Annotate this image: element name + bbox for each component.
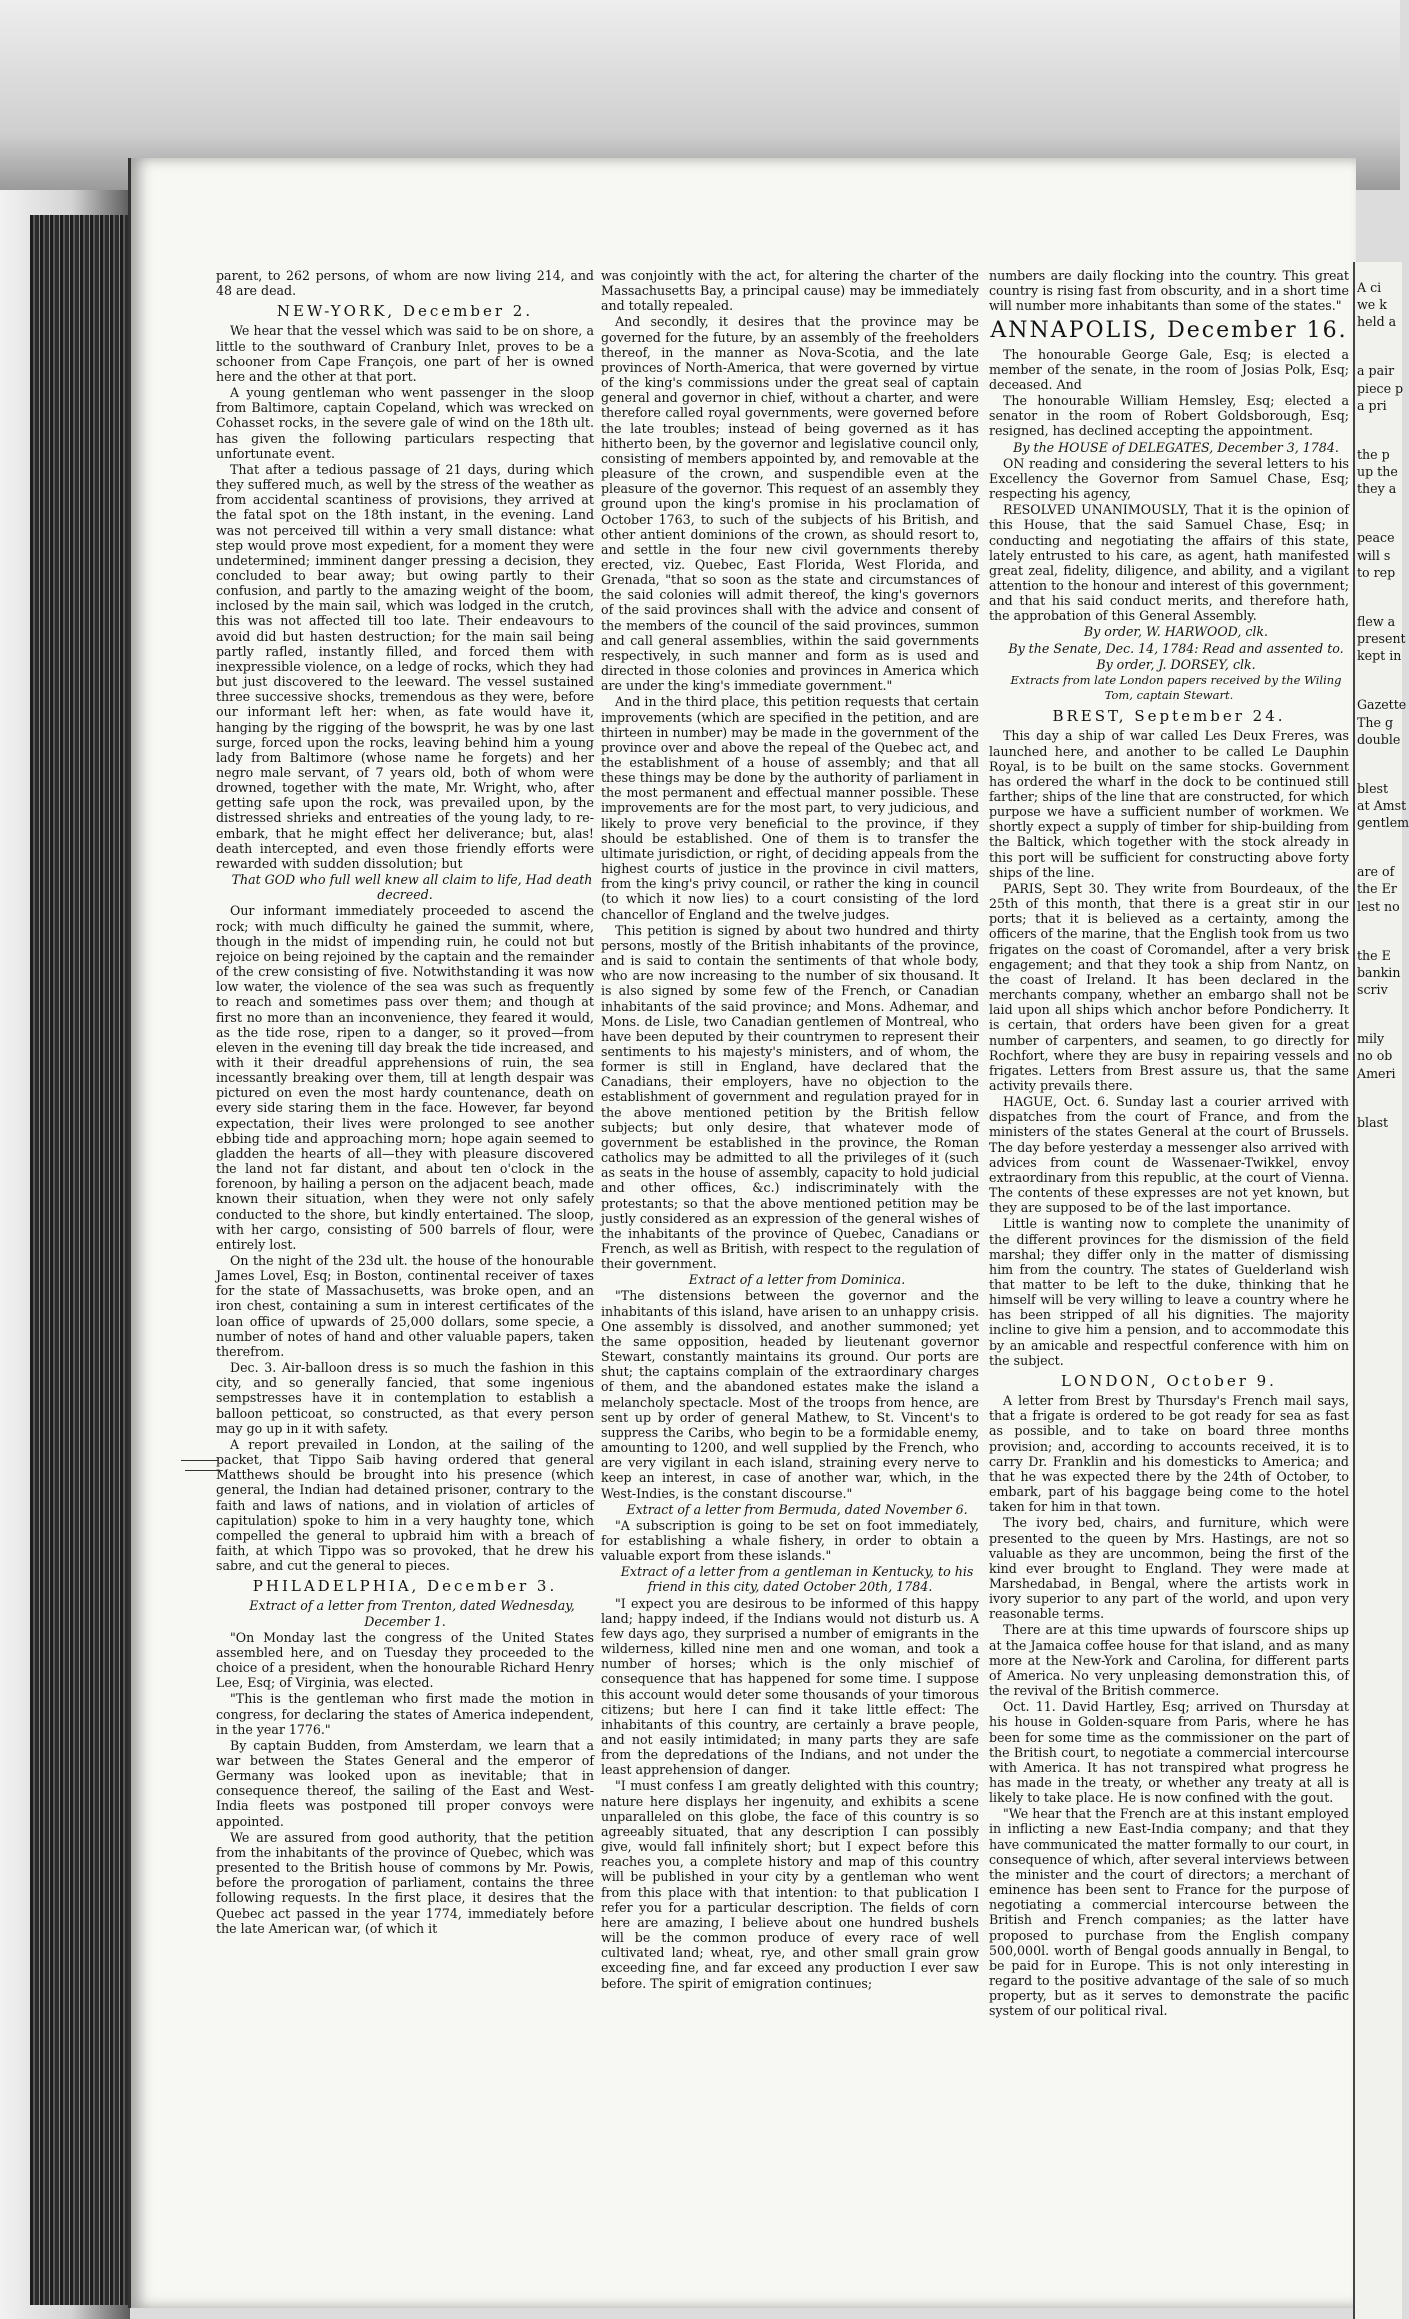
facing-page-fragment-line: up the	[1357, 464, 1398, 480]
facing-page-fragment-line: a pair	[1357, 363, 1395, 379]
facing-page-fragment-line: the E	[1357, 947, 1391, 963]
article-paragraph: was conjointly with the act, for altering the charter of the Massachusetts Bay, a principal cause) may be immediately and totally repealed.	[601, 268, 979, 314]
facing-page-fragment-line: piece p	[1357, 380, 1404, 396]
facing-page-lines	[1355, 262, 1409, 1130]
article-paragraph: "I expect you are desirous to be informed of this happy land; happy indeed, if the Indians would not disturb us. A few days ago, they surprised a number of emigrants in the wilderness, killed nine men and one woman, and took a number of horses; which is the only mischief of consequence that has happened for some time. I suppose this account would deter some thousands of your timorous citizens; but here I can find it take little effect: The inhabitants of this country, are certainly a brave people, and not easily intimidated; in many parts they are safe from the depredations of the Indians, and not under the least apprehension of danger.	[601, 1595, 979, 1778]
facing-page-fragment-line: held a	[1357, 314, 1397, 330]
facing-page-fragment-line: will s	[1357, 547, 1391, 563]
article-paragraph: RESOLVED UNANIMOUSLY, That it is the opinion of this House, that the said Samuel Chase, Esq; in conducting and negotiating the affairs of this state, lately entrusted to his care, as agent, hath manifested great zeal, fidelity, diligence, and ability, and a vigilant attention to the honour and interest of this government; and that his said conduct merits, and therefore hath, the approbation of this General Assembly.	[989, 502, 1349, 624]
facing-page-fragment-line: Ameri	[1357, 1065, 1396, 1081]
margin-mark	[181, 1460, 219, 1461]
facing-page-fragment-line: are of	[1357, 864, 1395, 880]
column-1	[216, 268, 594, 2288]
article-paragraph: Oct. 11. David Hartley, Esq; arrived on Thursday at his house in Golden-square from Paris, where he has been for some time as the commissioner on the part of the British court, to negotiate a commercial intercourse with America. It has not transpired what progress he has made in the treaty, or whether any treaty at all is likely to take place. He is now confined with the gout.	[989, 1699, 1349, 1806]
verse-line: That GOD who full well knew all claim to life, Had death decreed.	[231, 872, 593, 903]
extract-title: Extract of a letter from Trenton, dated Wednesday, December 1.	[249, 1598, 575, 1629]
article-paragraph: This day a ship of war called Les Deux Freres, was launched here, and another to be called Le Dauphin Royal, is to be built on the same stocks. Government has ordered the wharf in the dock to be continued still farther; ships of the line that are constructed, for which purpose we have a sufficient number of workmen. We shortly expect a supply of timber for ship-building from the Baltick, which together with the stock already in this port will be sufficient for constructing above forty ships of the line.	[989, 728, 1349, 880]
facing-page-fragment	[1353, 262, 1409, 2319]
article-paragraph: And in the third place, this petition requests that certain improvements (which are specified in the petition, and are thirteen in number) may be made in the government of the province over and above the repeal of the Quebec act, and the establishment of a house of assembly; and that all these things may be done by the authority of parliament in the most permanent and effectual manner possible. These improvements are for the most part, to very judicious, and likely to prove very beneficial to the province, if they should be established. One of them is to transfer the ultimate jurisdiction, or right, of deciding appeals from the highest courts of justice in the province in civil matters, from the king's privy council, or rather the king in council (to which it now lies) to a court consisting of the lord chancellor of England and the twelve judges.	[601, 694, 979, 922]
facing-page-fragment-line: blast	[1357, 1114, 1389, 1130]
facing-page-fragment-line: kept in	[1357, 648, 1402, 664]
facing-page-fragment-line: gentlem	[1357, 815, 1409, 831]
facing-page-fragment-line: we k	[1357, 297, 1387, 313]
facing-page-fragment-line: a pri	[1357, 397, 1387, 413]
facing-page-fragment-line: to rep	[1357, 564, 1396, 580]
article-paragraph: "A subscription is going to be set on foot immediately, for establishing a whale fishery, in order to obtain a valuable export from these islands."	[601, 1517, 979, 1564]
facing-page-fragment-line: mily	[1357, 1031, 1385, 1047]
margin-mark	[185, 1470, 223, 1471]
extract-title: Extract of a letter from Bermuda, dated November 6.	[626, 1501, 968, 1517]
facing-page-fragment-line: peace	[1357, 530, 1395, 546]
signature-harwood: By order, W. HARWOOD, clk.	[1083, 624, 1269, 640]
facing-page-fragment-line: lest no	[1357, 898, 1400, 914]
facing-page-fragment-line: the p	[1357, 446, 1390, 462]
facing-page-fragment-line: they a	[1357, 481, 1397, 497]
article-paragraph: Dec. 3. Air-balloon dress is so much the fashion in this city, and so generally fancied, that some ingenious sempstresses have it in contemplation to establish a balloon petticoat, so constructed, as that every person may go up in it with safety.	[216, 1360, 594, 1436]
article-paragraph: "On Monday last the congress of the United States assembled here, and on Tuesday they proceeded to the choice of a president, when the honourable Richard Henry Lee, Esq; of Virginia, was elected.	[216, 1629, 594, 1691]
article-paragraph: "I must confess I am greatly delighted with this country; nature here displays her ingenuity, and exhibits a scene unparalleled on this globe, the face of this country is so agreeably situated, that any description I can possibly give, would fall infinitely short; but I expect before this reaches you, a complete history and map of this country will be published in your city by a gentleman who went from this place with that intention: to that publication I refer you for a particular description. The fields of corn here are amazing, I believe about one hundred bushels will be the common produce of every race of well cultivated land; wheat, rye, and other small grain grow exceeding fine, and far exceed any production I ever saw before. The spirit of emigration continues;	[601, 1778, 979, 1991]
article-paragraph: This petition is signed by about two hundred and thirty persons, mostly of the British inhabitants of the province, and is said to contain the sentiments of that whole body, who are now increasing to the number of six thousand. It is also signed by some few of the French, or Canadian inhabitants of the said province; and Mons. Adhemar, and Mons. de Lisle, two Canadian gentlemen of Montreal, who have been deputed by their countrymen to represent their sentiments to his majesty's ministers, and of whom, the former is still in England, have declared that the Canadians, their employers, have no objection to the establishment of government and regulation prayed for in the above mentioned petition by the British fellow subjects; but only desire, that whatever mode of government be established in the province, the Roman catholics may be admitted to all the privileges of it (such as seats in the house of assembly, capacity to hold judicial and other offices, &c.) indiscriminately with the protestants; so that the above mentioned petition may be justly considered as an expression of the general wishes of the inhabitants of the province of Quebec, Canadians or French, as well as British, with respect to the regulation of their government.	[601, 922, 979, 1272]
article-paragraph: A report prevailed in London, at the sailing of the packet, that Tippo Saib having ordered that general Matthews should be brought into his presence (which general, the Indian had detained prisoner, contrary to the faith and laws of nations, and in violation of articles of capitulation) spoke to him in a very haughty tone, which compelled the general to upbraid him with a breach of faith, at which Tippo was so provoked, that he drew his sabre, and cut the general to pieces.	[216, 1436, 594, 1574]
facing-page-fragment-line: A ci	[1357, 280, 1382, 295]
signature-dorsey: By order, J. DORSEY, clk.	[1096, 656, 1256, 672]
article-paragraph: Little is wanting now to complete the unanimity of the different provinces for the dismission of the field marshal; they differ only in the matter of dismissing him from the country. The states of Guelderland wish that matter to be left to the duke, thinking that he himself will be very willing to leave a country where he has been stripped of all his dignities. The majority incline to give him a pension, and to accommodate this by an amicable and respectful conference with him on the subject.	[989, 1216, 1349, 1368]
dateline-new-york: NEW-YORK, December 2.	[276, 302, 534, 321]
column-3	[989, 268, 1349, 2288]
dateline-brest: BREST, September 24.	[1052, 707, 1286, 726]
column-2	[601, 268, 979, 2288]
article-paragraph: HAGUE, Oct. 6. Sunday last a courier arrived with dispatches from the court of France, and from the ministers of the states General at the court of Brussels. The day before yesterday a messenger also arrived with advices from count de Wassenaer-Twikkel, envoy extraordinary from this republic, at the court of Vienna. The contents of these expresses are not yet known, but they are supposed to be of the last importance.	[989, 1094, 1349, 1216]
article-paragraph: We are assured from good authority, that the petition from the inhabitants of the province of Quebec, which was presented to the British house of commons by Mr. Powis, before the prorogation of parliament, contains the three following requests. In the first place, it desires that the Quebec act passed in the year 1774, immediately before the late American war, (of which it	[216, 1829, 594, 1936]
facing-page-fragment-line: bankin	[1357, 964, 1401, 980]
facing-page-fragment-line: scriv	[1357, 982, 1388, 998]
article-paragraph: Our informant immediately proceeded to ascend the rock; with much difficulty he gained the summit, where, though in the midst of impending ruin, he could not but rejoice on being rejoined by the captain and the remainder of the crew consisting of five. Notwithstanding it was now low water, the violence of the sea was such as frequently to reach and sometimes pass over them; and though at first no more than an inconvenience, they feared it would, as the tide rose, ripen to a danger, so it proved—from eleven in the evening till day break the tide increased, and with it their dreadful apprehensions of ruin, the sea incessantly breaking over them, till at length despair was pictured on even the most hardy countenance, death on every side staring them in the face. However, far beyond expectation, their lives were prolonged to see another ebbing tide and approaching morn; hope again seemed to gladden the hearts of all—they with pleasure discovered the land not far distant, and about ten o'clock in the forenoon, by hailing a person on the adjacent beach, made known their situation, when they were not only safely conducted to the shore, but kindly entertained. The sloop, with her cargo, consisting of 500 barrels of flour, were entirely lost.	[216, 903, 594, 1252]
article-paragraph: "The distensions between the governor and the inhabitants of this island, have arisen to an unhappy crisis. One assembly is dissolved, and another summoned; yet the same opposition, headed by lieutenant governor Stewart, constantly maintains its ground. Our ports are shut; the captains complain of the extraordinary charges of them, and the abandoned estates make the island a melancholy spectacle. Most of the troops from hence, are sent up by order of general Mathew, to St. Vincent's to suppress the Caribs, who begin to be a formidable enemy, amounting to 1200, and well supplied by the French, who are very vigilant in each island, straining every nerve to keep an interest, in case of another war, which, in the West-Indies, is the constant discourse."	[601, 1288, 979, 1501]
article-paragraph: By captain Budden, from Amsterdam, we learn that a war between the States General and the emperor of Germany was looked upon as inevitable; that in consequence thereof, the sailing of the East and West-India fleets was postponed till proper convoys were appointed.	[216, 1737, 594, 1829]
article-paragraph: The honourable William Hemsley, Esq; elected a senator in the room of Robert Goldsborough, Esq; resigned, has declined accepting the appointment.	[989, 393, 1349, 439]
article-paragraph: PARIS, Sept 30. They write from Bourdeaux, of the 25th of this month, that there is a great stir in our ports; that it is believed as a certainty, among the officers of the marine, that the English took from us two frigates on the coast of Coromandel, after a very brisk engagement; and that they took a ship from Nantz, on the coast of Ireland. It has been declared in the merchants company, whether an embargo shall not be laid upon all ships which anchor before Pondicherry. It is certain, that orders have been given for a great number of carpenters, and seamen, to go directly for Rochfort, where they are busy in repairing vessels and frigates. Letters from Brest assure us, that the same activity prevails there.	[989, 880, 1349, 1093]
article-paragraph: And secondly, it desires that the province may be governed for the future, by an assembly of the freeholders thereof, in the manner as Nova-Scotia, and the late provinces of North-America, that were governed by virtue of the king's commissions under the great seal of captain general and governor in chief, without a charter, and were therefore called royal governments, were governed before the late troubles; instead of being governed as it has hitherto been, by the governor and legislative council only, consisting of members appointed by, and removable at the pleasure of the crown, and suspendible even at the pleasure of the governor. This request of an assembly they ground upon the king's promise in his proclamation of October 1763, to such of the subjects of his British, and other antient dominions of the crown, as should resort to, and settle in the four new civil governments thereby erected, viz. Quebec, East Florida, West Florida, and Grenada, "that so soon as the state and circumstances of the said colonies will admit thereof, the king's governors of the said provinces shall with the advice and consent of the members of the council of the said provinces, summon and call general assemblies, within the said governments respectively, in such manner and form as is used and directed in those colonies and provinces in America which are under the king's immediate government."	[601, 314, 979, 694]
facing-page-fragment-line: flew a	[1357, 613, 1396, 629]
facing-page-fragment-line: no ob	[1357, 1048, 1393, 1064]
column-3-intro: numbers are daily flocking into the country. This great country is rising fast from obscurity, and in a short time will number more inhabitants than some of the states."	[989, 268, 1349, 314]
article-paragraph: There are at this time upwards of fourscore ships up at the Jamaica coffee house for that island, and as many more at the New-York and Carolina, for different parts of America. No very unpleasing demonstration this, of the revival of the British commerce.	[989, 1622, 1349, 1699]
senate-line: By the Senate, Dec. 14, 1784: Read and assented to.	[1008, 640, 1344, 656]
article-paragraph: That after a tedious passage of 21 days, during which they suffered much, as well by the stress of the weather as from accidental scantiness of provisions, they arrived at the fatal spot on the 18th instant, in the evening. Land was not perceived till within a very small distance: what step would prove most expedient, for a moment they were undetermined; imminent danger pressing a decision, they concluded to bear away; but owing partly to their confusion, and partly to the amazing weight of the boom, inclosed by the main sail, which was lodged in the crutch, this was not affected till too late. Their endeavours to avoid did but hasten destruction; for the main sail being partly rafled, instantly filled, and forced them with inexpressible violence, on a ledge of rocks, which they had but just discovered to the leeward. The vessel sustained three successive shocks, tremendous as they were, before our informant left her: when, as fate would have it, hanging by the rigging of the bowsprit, he was by one last surge, forced upon the rocks, leaving behind him a young lady from Baltimore (whose name he forgets) and her negro male servant, of 7 years old, both of whom were drowned, together with the mate, Mr. Wright, who, after getting safe upon the rock, was prevailed upon, by the distressed shrieks and entreaties of the young lady, to re-embark, that he might effect her deliverance; but, alas! death intercepted, and even those friendly efforts were rewarded with sudden dissolution; but	[216, 461, 594, 871]
article-paragraph: We hear that the vessel which was said to be on shore, a little to the southward of Cranbury Inlet, proves to be a schooner from Cape François, one part of her is owned here and the other at that port.	[216, 323, 594, 384]
facing-page-fragment-line: Gazette	[1357, 697, 1407, 713]
newspaper-page	[128, 158, 1356, 2308]
facing-page-fragment-line: present	[1357, 631, 1406, 647]
article-paragraph: ON reading and considering the several letters to his Excellency the Governor from Samuel Chase, Esq; respecting his agency,	[989, 455, 1349, 502]
article-paragraph: The honourable George Gale, Esq; is elected a member of the senate, in the room of Josias Polk, Esq; deceased. And	[989, 346, 1349, 392]
facing-page-fragment-line: the Er	[1357, 881, 1397, 897]
article-paragraph: A young gentleman who went passenger in the sloop from Baltimore, captain Copeland, which was wrecked on Cohasset rocks, in the severe gale of wind on the 18th ult. has given the following particulars respecting that unfortunate event.	[216, 385, 594, 461]
dateline-philadelphia: PHILADELPHIA, December 3.	[252, 1577, 558, 1596]
article-paragraph: "We hear that the French are at this instant employed in inflicting a new East-India company; and that they have communicated the matter formally to our court, in consequence of which, after several interviews between the minister and the court of directors; a merchant of eminence has been sent to France for the purpose of negotiating a commercial intercourse between the British and French companies; as the latter have proposed to purchase from the English company 500,000l. worth of Bengal goods annually in Bengal, to be paid for in Europe. This is not only interesting in regard to the positive advantage of the sale of so much property, but as it serves to demonstrate the pacific system of our political rival.	[989, 1806, 1349, 2019]
facing-page-fragment-line: The g	[1357, 714, 1394, 730]
house-of-delegates-line: By the HOUSE of DELEGATES, December 3, 1784.	[1013, 439, 1339, 455]
facing-page-fragment-line: double	[1357, 731, 1401, 747]
column-1-intro: parent, to 262 persons, of whom are now living 214, and 48 are dead.	[216, 268, 594, 299]
dateline-london: LONDON, October 9.	[1061, 1371, 1277, 1390]
extract-title: Extract of a letter from Dominica.	[688, 1272, 906, 1288]
facing-page-fragment-line: at Amst	[1357, 797, 1407, 813]
article-paragraph: A letter from Brest by Thursday's French mail says, that a frigate is ordered to be got ready for sea as fast as possible, and to take on board three months provision; and, according to accounts received, it is to carry Dr. Franklin and his domesticks to America; and that he was expected there by the 24th of October, to embark, part of his baggage being come to the hotel taken for him in that town.	[989, 1393, 1349, 1515]
article-paragraph: "This is the gentleman who first made the motion in congress, for declaring the states of America independent, in the year 1776."	[216, 1691, 594, 1737]
article-paragraph: On the night of the 23d ult. the house of the honourable James Lovel, Esq; in Boston, continental receiver of taxes for the state of Massachusetts, was broke open, and an iron chest, containing a sum in interest certificates of the loan office of upwards of 25,000 dollars, some specie, a number of notes of hand and other valuable papers, taken therefrom.	[216, 1253, 594, 1359]
extracts-title: Extracts from late London papers received by the Wiling Tom, captain Stewart.	[1010, 672, 1342, 703]
dateline-annapolis: ANNAPOLIS, December 16.	[990, 318, 1348, 344]
facing-page-fragment-line: blest	[1357, 780, 1389, 796]
extract-title: Extract of a letter from a gentleman in Kentucky, to his friend in this city, dated October 20th, 1784.	[620, 1564, 974, 1595]
book-binding	[30, 215, 130, 2305]
article-paragraph: The ivory bed, chairs, and furniture, which were presented to the queen by Mrs. Hastings, are not so valuable as they are uncommon, being the first of the kind ever brought to England. They were made at Marshedabad, in Bengal, where the artists work in ivory superior to any part of the world, and upon very reasonable terms.	[989, 1515, 1349, 1622]
